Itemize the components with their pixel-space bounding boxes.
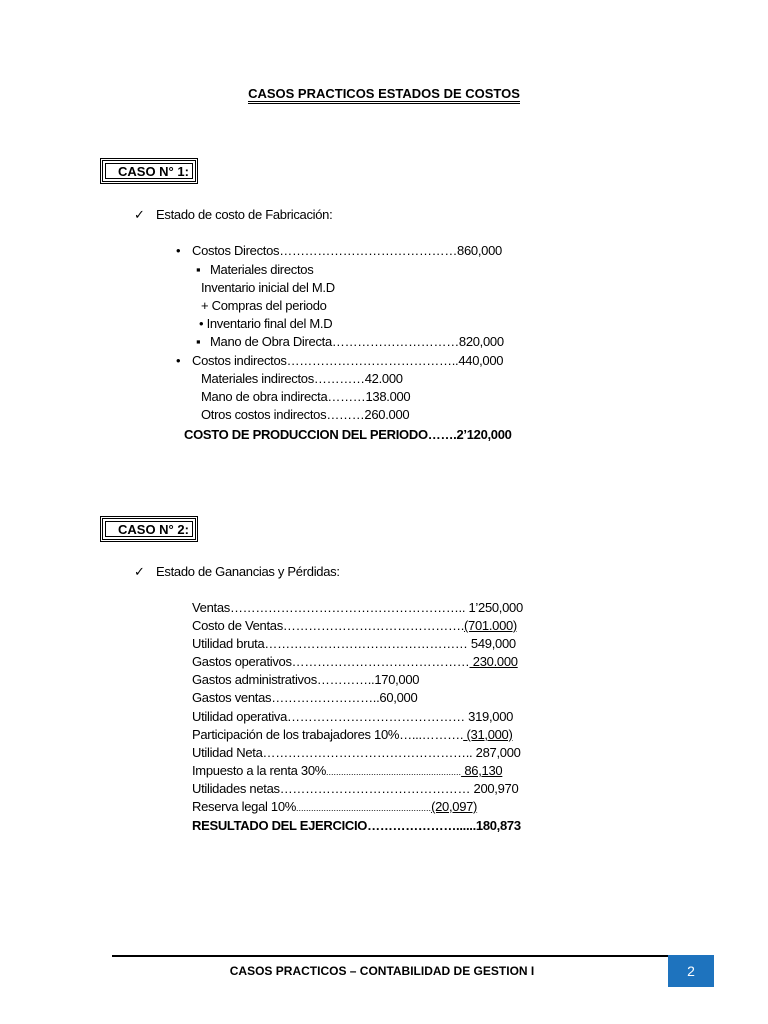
cost-line — [176, 243, 502, 258]
income-row — [192, 763, 502, 778]
checkmark-icon: ✓ — [134, 207, 145, 222]
bullet-icon: • — [176, 353, 181, 368]
materiales-directos: Materiales directos — [210, 262, 314, 277]
case-1-label: CASO N° 1: — [105, 163, 193, 179]
income-row — [192, 636, 516, 651]
dot-leader: ...................................................... — [296, 803, 432, 813]
row-value: 319,000 — [464, 709, 514, 724]
row-label: Participación de los trabajadores 10%…...………. — [192, 727, 464, 742]
cost-line — [176, 353, 503, 368]
row-value: 287,000 — [472, 745, 521, 760]
document-title-text: CASOS PRACTICOS ESTADOS DE COSTOS — [248, 86, 520, 104]
costo-produccion-total: COSTO DE PRODUCCION DEL PERIODO…….2’120,000 — [184, 427, 512, 442]
case-2-label: CASO N° 2: — [105, 521, 193, 537]
row-value: 230.000 — [469, 654, 518, 669]
income-row — [192, 745, 521, 760]
inventario-final: • Inventario final del M.D — [199, 316, 333, 331]
row-label: Ventas……………………………………………….. — [192, 600, 466, 615]
row-value: (20,097) — [431, 799, 478, 814]
income-row — [192, 799, 477, 814]
case-1-heading: Estado de costo de Fabricación: — [156, 207, 333, 222]
row-value: 549,000 — [467, 636, 516, 651]
square-bullet-icon: ▪ — [196, 262, 201, 277]
income-row — [192, 818, 521, 833]
mano-obra-indirecta: Mano de obra indirecta………138.000 — [201, 389, 411, 404]
inventario-inicial: Inventario inicial del M.D — [201, 280, 335, 295]
dot-leader: ...................................................... — [326, 767, 462, 777]
footer-divider — [112, 955, 714, 957]
case-1-box — [100, 158, 198, 184]
costos-indirectos: Costos indirectos…………………………………..440,000 — [192, 353, 504, 368]
row-label: Utilidades netas……………………………………… — [192, 781, 471, 796]
row-label: Gastos ventas…………………….. — [192, 690, 380, 705]
page-number: 2 — [668, 955, 714, 987]
otros-costos-indirectos: Otros costos indirectos………260.000 — [201, 407, 410, 422]
row-value: 180,873 — [475, 818, 521, 833]
income-row — [192, 618, 517, 633]
row-label: Reserva legal 10% — [192, 799, 297, 814]
row-value: (701.000) — [464, 618, 517, 633]
row-value: 60,000 — [379, 690, 418, 705]
income-row — [192, 672, 419, 687]
case-2-heading-row — [134, 564, 340, 580]
document-title — [0, 86, 768, 101]
row-value: 1’250,000 — [465, 600, 523, 615]
footer-text: CASOS PRACTICOS – CONTABILIDAD DE GESTION I — [229, 964, 535, 978]
costos-directos: Costos Directos……………………………………860,000 — [192, 243, 502, 258]
row-label: Impuesto a la renta 30% — [192, 763, 327, 778]
row-label: Gastos operativos…………………………………… — [192, 654, 470, 669]
row-value: 86,130 — [461, 763, 503, 778]
income-row — [192, 600, 523, 615]
case-2-heading: Estado de Ganancias y Pérdidas: — [156, 564, 340, 579]
row-value: 200,970 — [470, 781, 519, 796]
row-label: Utilidad bruta………………………………………… — [192, 636, 468, 651]
compras-periodo: + Compras del periodo — [201, 298, 327, 313]
income-row — [192, 709, 513, 724]
row-label: Utilidad operativa…………………………………… — [192, 709, 465, 724]
case-1-heading-row — [134, 207, 332, 223]
row-label: Utilidad Neta………………………………………….. — [192, 745, 473, 760]
square-bullet-icon: ▪ — [196, 334, 201, 349]
mano-obra-directa: Mano de Obra Directa…………………………820,000 — [210, 334, 504, 349]
income-row — [192, 654, 518, 669]
row-label: Costo de Ventas……………………………………. — [192, 618, 465, 633]
case-2-box — [100, 516, 198, 542]
cost-line — [196, 334, 504, 349]
income-row — [192, 727, 513, 742]
row-label: RESULTADO DEL EJERCICIO…………………...... — [192, 818, 476, 833]
checkmark-icon: ✓ — [134, 564, 145, 579]
row-value: 170,000 — [374, 672, 420, 687]
materiales-indirectos: Materiales indirectos…………42.000 — [201, 371, 403, 386]
row-label: Gastos administrativos………….. — [192, 672, 375, 687]
income-row — [192, 690, 417, 705]
bullet-icon: • — [176, 243, 181, 258]
cost-line — [196, 262, 313, 277]
row-value: (31,000) — [463, 727, 513, 742]
income-row — [192, 781, 518, 796]
